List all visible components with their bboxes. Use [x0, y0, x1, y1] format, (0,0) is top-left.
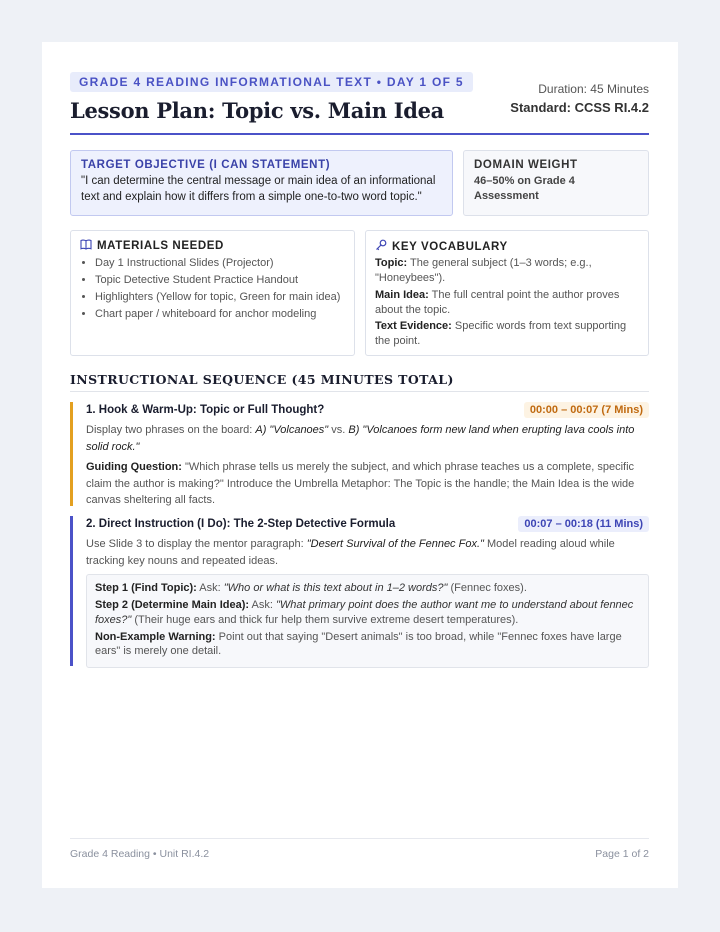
vocab-entry — [375, 288, 639, 318]
guiding-question-text: "Which phrase tells us merely the subject, and which phrase teaches us a complete, specific claim the author is making?" Introduce the Umbrella Metaphor: The Topic is the handle; the Main Idea is the wide canvas sheltering all facts. — [86, 461, 635, 506]
grade-badge: GRADE 4 READING INFORMATIONAL TEXT • DAY 1 OF 5 — [70, 72, 473, 92]
step-label: Step 2 (Determine Main Idea): — [95, 598, 250, 611]
header — [70, 72, 649, 123]
page-content — [70, 72, 649, 860]
question-text: "Who or what is this text about in 1–2 words?" — [223, 582, 448, 594]
objective-heading: TARGET OBJECTIVE (I CAN STATEMENT) — [81, 159, 331, 171]
question-text: "What primary point does the author want me to understand about fennec foxes?" — [95, 598, 634, 626]
guiding-question — [86, 459, 649, 509]
objective-text: "I can determine the central message or main idea of an informational text and explain how it differs from a simple one-to-two word topic." — [81, 175, 436, 203]
step-description — [86, 422, 649, 455]
vocab-definition: The general subject (1–3 words; e.g., "Honeybees"). — [375, 257, 592, 284]
weight-text: 46–50% on Grade 4 Assessment — [474, 175, 575, 203]
answer-text: (Their huge ears and thick fur help them survive extreme desert temperatures). — [131, 613, 519, 626]
step-header — [86, 402, 649, 418]
vocabulary-heading — [375, 239, 639, 254]
detective-step — [95, 581, 640, 596]
header-divider — [70, 133, 649, 135]
step-direct-instruction — [70, 516, 649, 666]
step-title: 1. Hook & Warm-Up: Topic or Full Thought? — [86, 404, 325, 416]
step-title: 2. Direct Instruction (I Do): The 2-Step Detective Formula — [86, 518, 396, 530]
domain-weight-card — [463, 150, 649, 216]
text-run: Ask: — [196, 582, 224, 594]
text-run: Use Slide 3 to display the mentor paragraph: — [86, 538, 307, 550]
step-description — [86, 536, 649, 569]
book-icon — [80, 239, 97, 253]
step-hook-warmup — [70, 402, 649, 506]
step-label: Step 1 (Find Topic): — [95, 582, 197, 594]
list-item: • Chart paper / whiteboard for anchor modeling — [95, 307, 345, 322]
lesson-page — [42, 42, 678, 888]
page-number: Page 1 of 2 — [595, 848, 649, 860]
footer-unit: Grade 4 Reading • Unit RI.4.2 — [70, 848, 210, 860]
materials-list — [80, 256, 345, 321]
materials-card — [70, 230, 355, 356]
phrase-a: A) "Volcanoes" — [255, 424, 329, 436]
key-icon — [375, 239, 392, 254]
warning-text: Point out that saying "Desert animals" is too broad, while "Fennec foxes have large ears" is merely one detail. — [95, 630, 622, 658]
vocab-term: Topic: — [375, 257, 408, 269]
sequence-title: INSTRUCTIONAL SEQUENCE (45 MINUTES TOTAL) — [70, 372, 454, 387]
time-badge: 00:07 – 00:18 (11 Mins) — [518, 516, 649, 532]
materials-heading-label: MATERIALS NEEDED — [97, 240, 224, 252]
vocab-term: Main Idea: — [375, 288, 429, 301]
vocab-entry — [375, 256, 639, 286]
answer-text: (Fennec foxes). — [447, 582, 527, 594]
vocabulary-card — [365, 230, 649, 356]
footer-divider — [70, 838, 649, 839]
sequence-divider — [70, 391, 649, 392]
detective-step — [95, 598, 640, 628]
non-example-warning — [95, 630, 640, 660]
vocab-definition: The full central point the author proves about the topic. — [375, 288, 620, 316]
phrase-b: B) "Volcanoes form new land when erupting lava cools into solid rock." — [86, 424, 635, 453]
vocab-definition: Specific words from text supporting the point. — [375, 320, 627, 348]
duration-label: Duration: 45 Minutes — [538, 82, 649, 96]
vocabulary-heading-label: KEY VOCABULARY — [392, 240, 508, 253]
guiding-question-label: Guiding Question: — [86, 461, 182, 473]
list-item: • Topic Detective Student Practice Handout — [95, 273, 345, 288]
text-run: Model reading aloud while tracking key nouns and repeated ideas. — [86, 538, 615, 567]
mentor-paragraph-title: "Desert Survival of the Fennec Fox." — [306, 538, 484, 550]
text-run: Display two phrases on the board: — [86, 424, 256, 436]
vocab-term: Text Evidence: — [375, 320, 452, 333]
materials-heading — [80, 239, 345, 253]
text-run: vs. — [328, 424, 349, 436]
header-meta — [510, 82, 649, 115]
objective-card — [70, 150, 453, 216]
warning-label: Non-Example Warning: — [95, 630, 216, 643]
page-title: Lesson Plan: Topic vs. Main Idea — [70, 98, 444, 123]
time-badge: 00:00 – 00:07 (7 Mins) — [524, 402, 649, 418]
text-run: Ask: — [249, 598, 276, 611]
step-header — [86, 516, 649, 532]
weight-heading: DOMAIN WEIGHT — [474, 159, 578, 171]
standard-label: Standard: CCSS RI.4.2 — [510, 100, 649, 115]
detective-steps-box — [86, 574, 649, 668]
list-item: • Highlighters (Yellow for topic, Green for main idea) — [95, 290, 345, 305]
vocab-entry — [375, 319, 639, 349]
list-item: • Day 1 Instructional Slides (Projector) — [95, 256, 345, 271]
